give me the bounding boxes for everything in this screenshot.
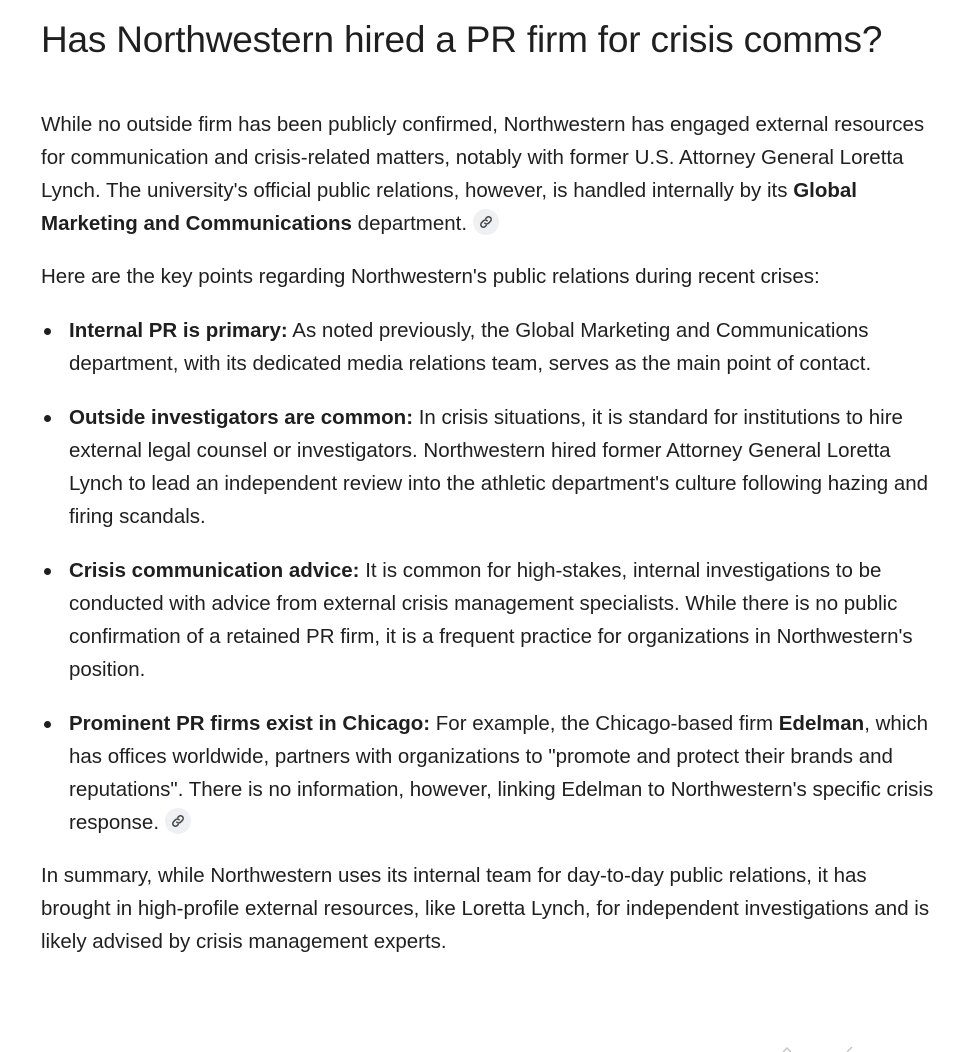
point-bold-firm: Edelman [778,712,865,735]
list-item [41,707,940,839]
intro-bold-department: Global Marketing and Communications [41,179,857,235]
bullet-icon [44,721,51,728]
bullet-icon [44,568,51,575]
bullet-icon [44,328,51,335]
point-heading: Internal PR is primary: [69,319,288,342]
point-heading: Crisis communication advice: [69,559,360,582]
page-title: Has Northwestern hired a PR firm for crisis comms? [41,19,883,60]
point-text-end: , which has offices worldwide, partners with organizations to "promote and protect their brands and reputations". There is no information, however, linking Edelman to Northwestern's specific crisis response. [69,712,934,834]
source-link-button[interactable] [473,209,499,235]
list-item [41,554,940,686]
source-link-button[interactable] [165,808,191,834]
point-heading: Prominent PR firms exist in Chicago: [69,712,431,735]
point-text: In crisis situations, it is standard for institutions to hire external legal counsel or investigators. Northwestern hired former Attorney General Loretta Lynch to lead an independent review into the athletic department's culture following hazing and firing scandals. [69,406,929,528]
summary-paragraph: In summary, while Northwestern uses its internal team for day-to-day public relations, it has brought in high-profile external resources, like Loretta Lynch, for independent investigations and is likely advised by crisis management experts. [41,864,930,953]
point-text: For example, the Chicago-based firm [430,712,779,735]
key-points-lead: Here are the key points regarding Northwestern's public relations during recent crises: [41,265,820,288]
bullet-icon [44,415,51,422]
intro-text: While no outside firm has been publicly confirmed, Northwestern has engaged external resources for communication and crisis-related matters, notably with former U.S. Attorney General Loretta Lynch. The university's official public relations, however, is handled internally by its [41,113,925,202]
feedback-icons-partial [780,1044,860,1052]
link-icon [171,814,185,828]
point-heading: Outside investigators are common: [69,406,414,429]
intro-paragraph [41,108,940,240]
intro-text-end: department. [351,212,468,235]
point-text: It is common for high-stakes, internal investigations to be conducted with advice from external crisis management specialists. While there is no public confirmation of a retained PR firm, it is a frequent practice for organizations in Northwestern's position. [69,559,913,681]
list-item [41,314,940,380]
key-points-list [41,314,940,839]
point-text: As noted previously, the Global Marketing and Communications department, with its dedicated media relations team, serves as the main point of contact. [69,319,872,375]
link-icon [479,215,493,229]
list-item [41,401,940,533]
